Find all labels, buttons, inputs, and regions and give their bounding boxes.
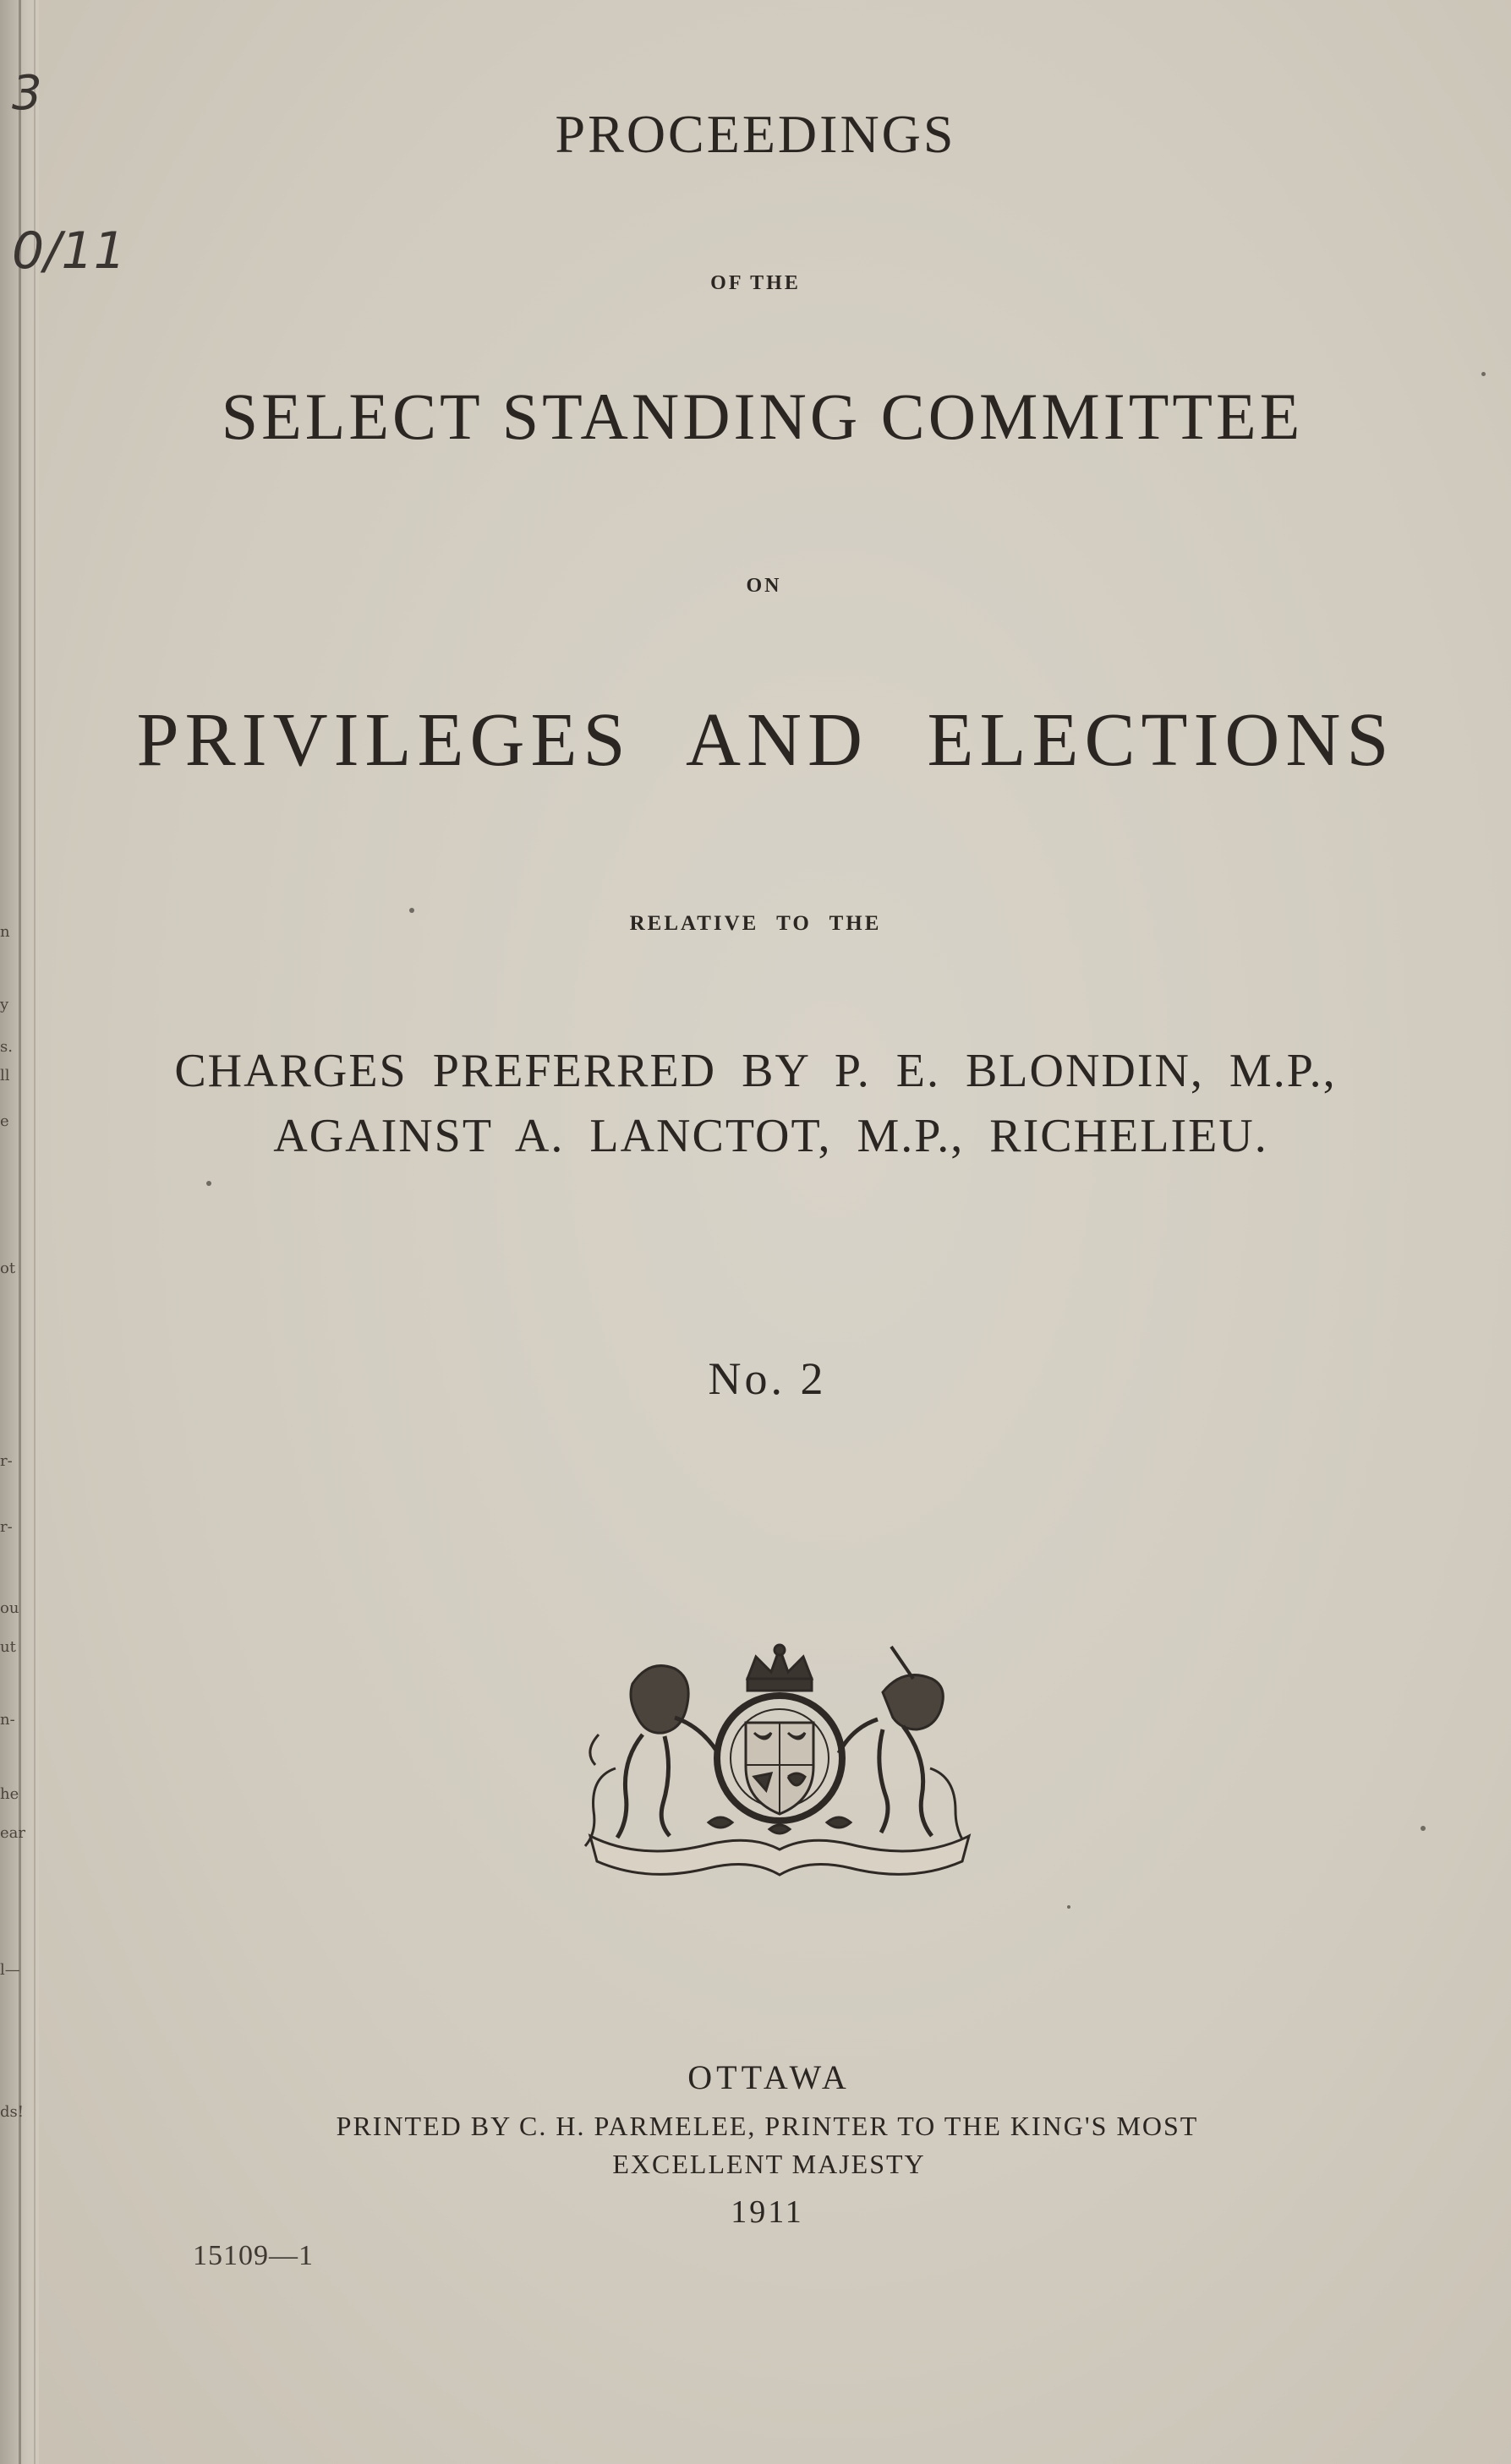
paper-speck bbox=[206, 1181, 211, 1186]
catalog-code: 15109—1 bbox=[193, 2240, 314, 2271]
gutter-fragment: ll bbox=[0, 1067, 10, 1084]
subtitle-relative-to: RELATIVE TO THE bbox=[629, 912, 882, 935]
title-privileges-elections: PRIVILEGES AND ELECTIONS bbox=[136, 698, 1395, 782]
issue-number: No. 2 bbox=[708, 1353, 827, 1404]
imprint-printer-continued: EXCELLENT MAJESTY bbox=[612, 2149, 926, 2179]
paper-speck bbox=[1067, 1905, 1070, 1909]
handwritten-number: 3 bbox=[12, 66, 42, 121]
gutter-fragment: ou bbox=[0, 1599, 19, 1617]
gutter-fragment: ear bbox=[0, 1824, 25, 1842]
subtitle-charges-line1: CHARGES PREFERRED BY P. E. BLONDIN, M.P., bbox=[174, 1045, 1337, 1097]
handwritten-number: 0/11 bbox=[12, 221, 126, 281]
gutter-fragment: r- bbox=[0, 1518, 13, 1536]
imprint-printer: PRINTED BY C. H. PARMELEE, PRINTER TO THE KING'S MOST bbox=[336, 2111, 1199, 2141]
imprint-year: 1911 bbox=[731, 2194, 804, 2230]
paper-speck bbox=[1481, 372, 1486, 376]
gutter-fragment: s. bbox=[0, 1038, 13, 1056]
imprint-place: OTTAWA bbox=[687, 2058, 851, 2096]
gutter-fragment: y bbox=[0, 996, 9, 1013]
gutter-fragment: n bbox=[0, 923, 10, 941]
gutter-fragment: he bbox=[0, 1785, 19, 1803]
title-committee: SELECT STANDING COMMITTEE bbox=[221, 380, 1304, 453]
title-on: ON bbox=[746, 575, 782, 597]
gutter-fragment: r- bbox=[0, 1452, 13, 1470]
subtitle-charges-line2: AGAINST A. LANCTOT, M.P., RICHELIEU. bbox=[273, 1110, 1268, 1162]
title-proceedings: PROCEEDINGS bbox=[555, 104, 956, 164]
royal-coat-of-arms-emblem bbox=[582, 1642, 977, 1877]
gutter-fragment: e bbox=[0, 1112, 9, 1130]
gutter-fragment: ot bbox=[0, 1259, 16, 1277]
title-of-the: OF THE bbox=[710, 272, 801, 294]
gutter-fragment: l— bbox=[0, 1961, 20, 1979]
gutter-fragment: ut bbox=[0, 1638, 16, 1656]
gutter-fragment: ds! bbox=[0, 2103, 24, 2121]
gutter-fragment: n- bbox=[0, 1711, 15, 1729]
paper-speck bbox=[409, 908, 414, 913]
paper-speck bbox=[1421, 1826, 1426, 1831]
